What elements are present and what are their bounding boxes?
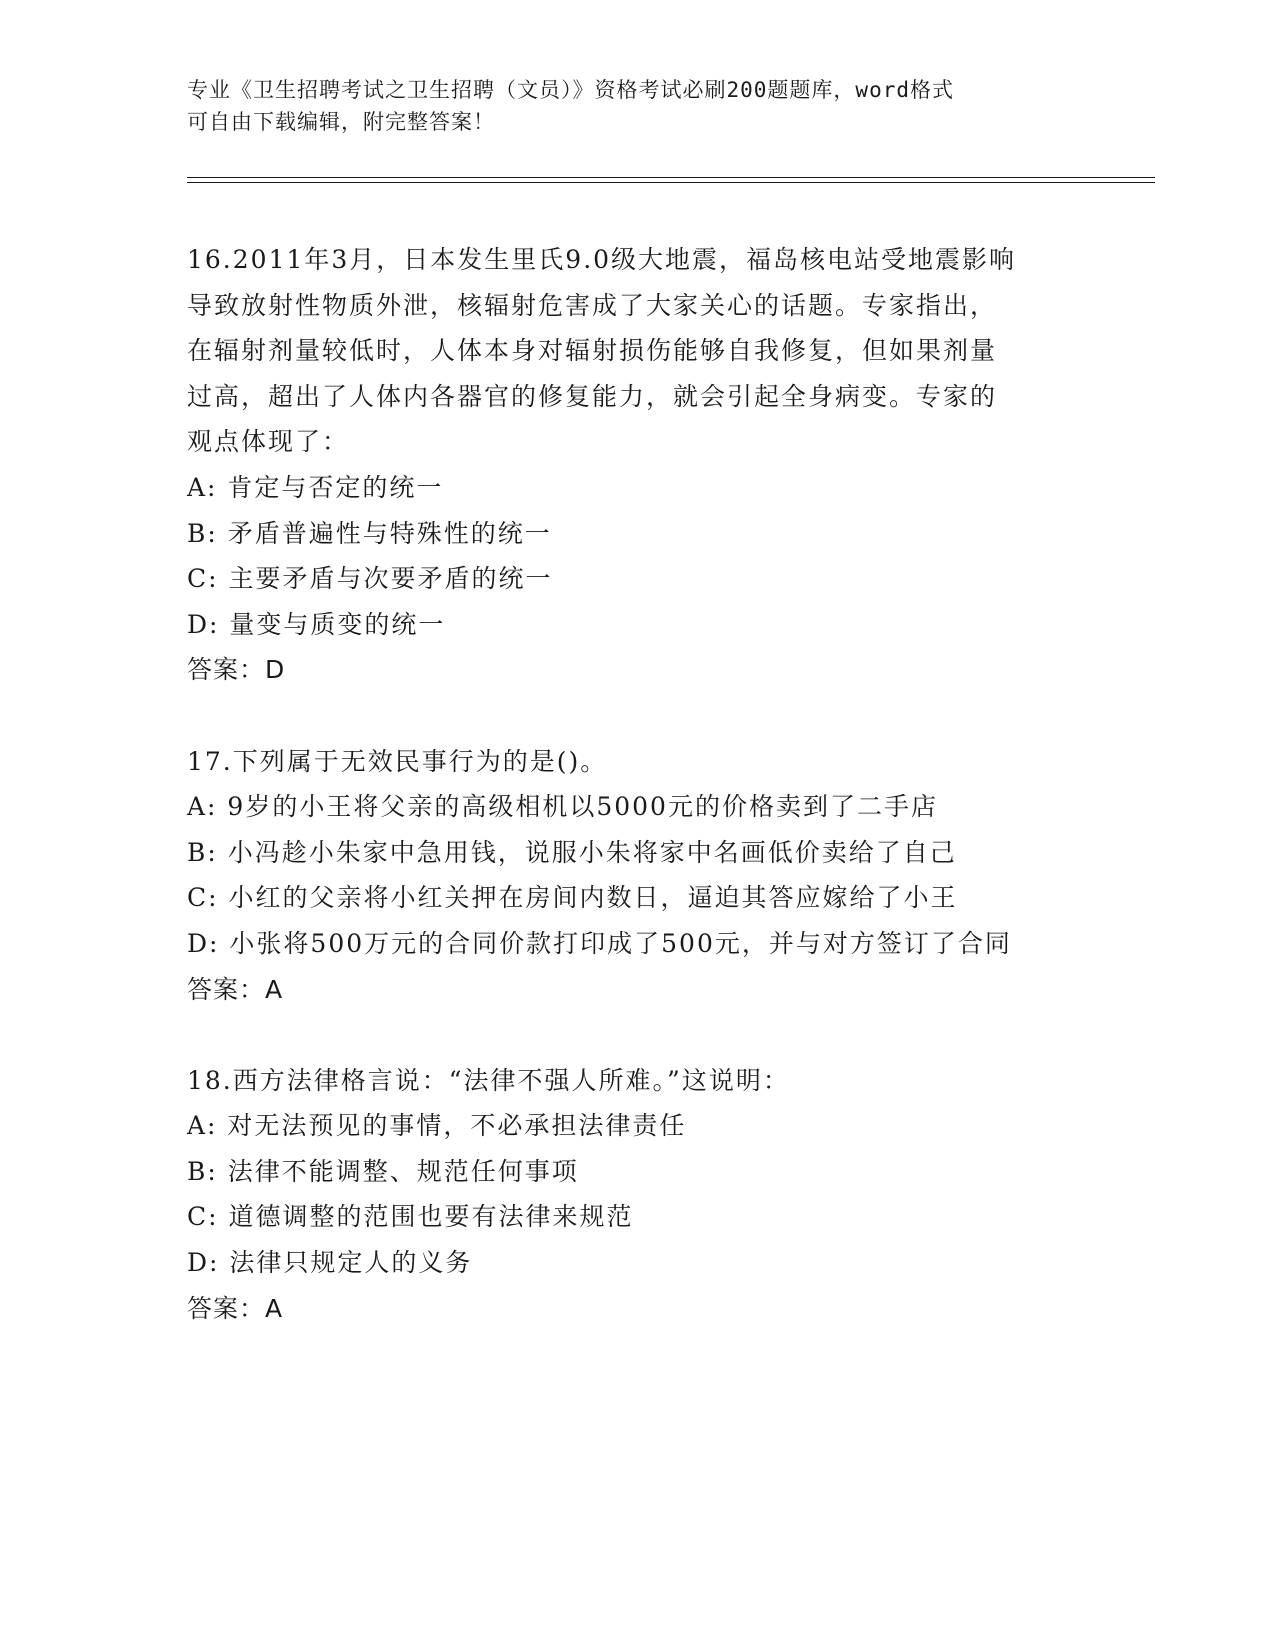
option-b: B: 法律不能调整、规范任何事项 [187, 1156, 579, 1186]
question-spacer [187, 1012, 1155, 1058]
option-d: D: 法律只规定人的义务 [187, 1248, 473, 1278]
option-a: A: 肯定与否定的统一 [187, 472, 444, 502]
header-line-2: 可自由下载编辑，附完整答案！ [187, 110, 495, 134]
answer: 答案：A [187, 1293, 284, 1323]
question-text-line: 观点体现了： [187, 427, 350, 457]
question-spacer [187, 693, 1155, 739]
question-18 [187, 1058, 1155, 1332]
option-a: A: 9岁的小王将父亲的高级相机以5000元的价格卖到了二手店 [187, 792, 938, 822]
option-c: C: 小红的父亲将小红关押在房间内数日，逼迫其答应嫁给了小王 [187, 883, 958, 913]
question-text-line: 导致放射性物质外泄，核辐射危害成了大家关心的话题。专家指出， [187, 290, 998, 320]
option-c: C: 主要矛盾与次要矛盾的统一 [187, 564, 553, 594]
question-text-line: 18.西方法律格言说：“法律不强人所难。”这说明： [187, 1065, 790, 1095]
question-17 [187, 739, 1155, 1013]
question-list [187, 237, 1155, 1331]
question-text-line: 在辐射剂量较低时，人体本身对辐射损伤能够自我修复，但如果剂量 [187, 336, 998, 366]
option-a: A: 对无法预见的事情，不必承担法律责任 [187, 1111, 687, 1141]
option-b: B: 小冯趁小朱家中急用钱，说服小朱将家中名画低价卖给了自己 [187, 837, 957, 867]
option-d: D: 小张将500万元的合同价款打印成了500元，并与对方签订了合同 [187, 928, 1012, 958]
question-text-line: 16.2011年3月，日本发生里氏9.0级大地震，福岛核电站受地震影响 [187, 245, 1017, 274]
question-text-line: 过高，超出了人体内各器官的修复能力，就会引起全身病变。专家的 [187, 381, 998, 411]
question-text-line: 17.下列属于无效民事行为的是()。 [187, 746, 608, 776]
option-d: D: 量变与质变的统一 [187, 609, 446, 639]
header-rule-bottom [187, 182, 1155, 183]
answer: 答案：D [187, 655, 286, 685]
question-16 [187, 237, 1155, 693]
option-b: B: 矛盾普遍性与特殊性的统一 [187, 518, 552, 548]
answer: 答案：A [187, 974, 284, 1004]
document-header [187, 74, 1087, 138]
option-c: C: 道德调整的范围也要有法律来规范 [187, 1202, 634, 1232]
header-line-1: 专业《卫生招聘考试之卫生招聘（文员）》资格考试必刷200题题库，word格式 [187, 78, 954, 102]
header-rule-top [187, 177, 1155, 178]
